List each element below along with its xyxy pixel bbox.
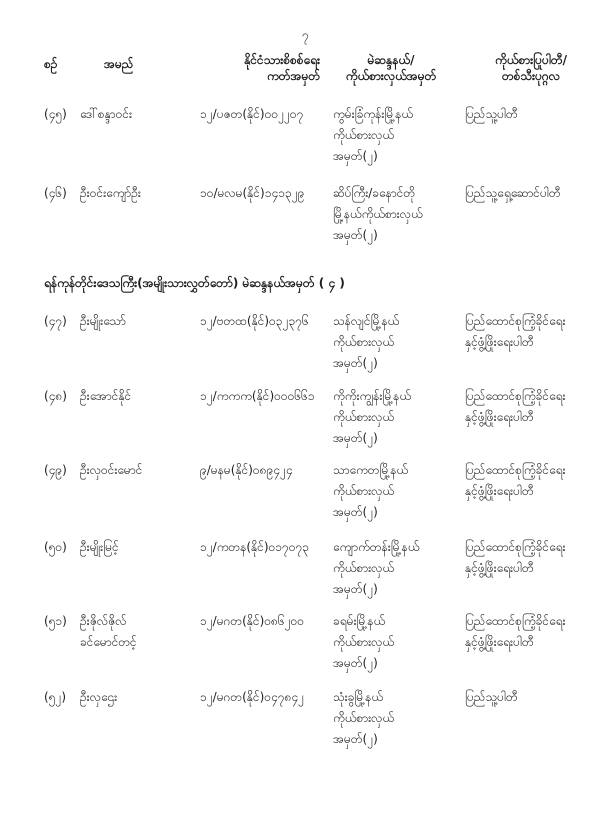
constituency-line: ကျောက်တန်းမြို့နယ် [333,540,420,554]
header-nrc-line: နိုင်ငံသားစိစစ်ရေး [244,53,320,67]
candidate-name [80,311,198,332]
header-constituency-line: မဲဆန္ဒနယ်/ [367,53,415,67]
constituency-line: အမှတ်(၂) [333,732,378,746]
constituency-line: အမှတ်(၂) [333,228,378,242]
constituency-line: ကိုယ်စားလှယ် [333,711,395,725]
party-line: နှင့်ဖွံ့ဖြိုးရေးပါတီ [465,561,534,575]
candidate-name-line: ဦးအောင်နိုင် [80,389,132,403]
constituency-line: အမှတ်(၂) [333,149,378,163]
party-line: ပြည်သူ့ပါတီ [465,107,518,121]
party [465,611,607,653]
constituency-line: ကိုယ်စားလှယ် [333,484,395,498]
constituency-line: အမှတ်(၂) [333,656,378,670]
constituency-line: ကွမ်းခြံကုန်းမြို့နယ် [333,107,413,121]
row-number: (၅၁) [44,614,67,628]
header-party-line: ကိုယ်စားပြုပါတီ/ [495,53,567,67]
page-number: ၇ [302,28,309,42]
header-party-line: တစ်သီးပုဂ္ဂလ [501,69,561,83]
candidate-name-line: ဒေါ်စန္ဒာဝင်း [80,107,133,121]
party [465,104,607,125]
constituency [333,687,465,750]
constituency-line: ခရမ်းမြို့နယ် [333,614,386,628]
constituency-line: ကိုယ်စားလှယ် [333,635,395,649]
party [465,311,607,353]
candidate-name-line: ဦးဇိုလ်ဇိုလ် [80,614,127,628]
nrc-number: ၁၂/ကကက(နိုင်)၀၀၀၆၆၁ [200,389,315,403]
candidate-name-line: ဦးလှဝင်းမောင် [80,463,143,477]
header-no: စဉ် [44,57,58,71]
nrc-number: ၁၂/ပဇတ(နိုင်)၀၀၂၂၀၇ [200,107,304,121]
constituency-line: သာကေတမြို့နယ် [333,463,409,477]
constituency-line: အမှတ်(၂) [333,582,378,596]
header-constituency-line: ကိုယ်စားလှယ်အမှတ် [345,69,437,83]
party [465,537,607,579]
constituency [333,460,465,523]
candidate-name [80,537,198,558]
constituency-line: ကိုယ်စားလှယ် [333,128,395,142]
constituency-line: ကိုယ်စားလှယ် [333,561,395,575]
constituency [333,386,465,449]
header-name: အမည် [104,57,134,71]
header-nrc-line: ကတ်အမှတ် [267,69,320,83]
party-line: ပြည်ထောင်စုကြံ့ခိုင်ရေး [465,463,566,477]
header-constituency [326,52,456,84]
party-line: နှင့်ဖွံ့ဖြိုးရေးပါတီ [465,335,534,349]
candidate-name [80,183,198,204]
constituency-line: အမှတ်(၂) [333,505,378,519]
header-party [457,52,605,84]
row-number: (၄၇) [44,314,67,328]
constituency-line: ကိုကိုးကျွန်းမြို့နယ် [333,389,412,403]
constituency-line: ကိုယ်စားလှယ် [333,410,395,424]
constituency-line: ကိုယ်စားလှယ် [333,335,395,349]
constituency [333,183,465,246]
constituency-line: မြို့နယ်ကိုယ်စားလှယ် [333,207,423,221]
party [465,183,607,204]
party-line: ပြည်သူ့ရှေ့ဆောင်ပါတီ [465,186,561,200]
candidate-name [80,460,198,481]
party-line: ပြည်ထောင်စုကြံ့ခိုင်ရေး [465,389,566,403]
constituency-line: အမှတ်(၂) [333,356,378,370]
candidate-name [80,386,198,407]
nrc-number: ၁၀/မလမ(နိုင်)၁၄၁၃၂၉ [200,186,305,200]
candidate-name-line: ဦးမျိုးမြင့် [80,540,119,554]
constituency [333,537,465,600]
candidate-name [80,687,198,708]
constituency-line: သုံးခွမြို့နယ် [333,690,383,704]
row-number: (၄၅) [44,107,67,121]
nrc-number: ၁၂/ဗတထ(နိုင်)၀၃၂၃၇၆ [200,314,309,328]
candidate-name-line: ဦးမျိုးသော် [80,314,126,328]
party-line: ပြည်ထောင်စုကြံ့ခိုင်ရေး [465,540,566,554]
candidate-name-line: ဦးဝင်းကျော်ဦး [80,186,141,200]
nrc-number: ၁၂/မဂတ(နိုင်)၀၈၆၂၀၀ [200,614,305,628]
party-line: နှင့်ဖွံ့ဖြိုးရေးပါတီ [465,484,534,498]
row-number: (၄၆) [44,186,67,200]
row-number: (၄၉) [44,463,67,477]
row-number: (၄၈) [44,389,67,403]
constituency [333,311,465,374]
party-line: ပြည်ထောင်စုကြံ့ခိုင်ရေး [465,314,566,328]
candidate-name [80,611,198,653]
party [465,386,607,428]
candidate-name-line: ဦးလှဌေး [80,690,118,704]
party [465,460,607,502]
candidate-name [80,104,198,125]
party-line: ပြည်သူ့ပါတီ [465,690,518,704]
party-line: နှင့်ဖွံ့ဖြိုးရေးပါတီ [465,410,534,424]
constituency-line: အမှတ်(၂) [333,431,378,445]
constituency-line: ဆိပ်ကြီး/ခနောင်တို [333,186,416,200]
nrc-number: ၁၂/ကတန(နိုင်)၀၁၇၀၇၃ [200,540,310,554]
constituency [333,104,465,167]
party-line: နှင့်ဖွံ့ဖြိုးရေးပါတီ [465,635,534,649]
header-nrc [192,52,320,84]
row-number: (၅၀) [44,540,67,554]
table-header [0,52,611,96]
section-heading: ရန်ကုန်တိုင်းဒေသကြီး(အမျိုးသားလွှတ်တော်) မဲဆန္ဒနယ်အမှတ် ( ၄ ) [44,276,345,290]
nrc-number: ၉/မနမ(နိုင်)၀၈၉၄၂၄ [200,463,293,477]
party-line: ပြည်ထောင်စုကြံ့ခိုင်ရေး [465,614,566,628]
row-number: (၅၂) [44,690,67,704]
constituency-line: သန်လျင်မြို့နယ် [333,314,400,328]
party [465,687,607,708]
constituency [333,611,465,674]
candidate-name-line: ခင်မောင်တင့် [80,635,137,649]
nrc-number: ၁၂/မဂတ(နိုင်)၀၄၇၈၄၂ [200,690,305,704]
